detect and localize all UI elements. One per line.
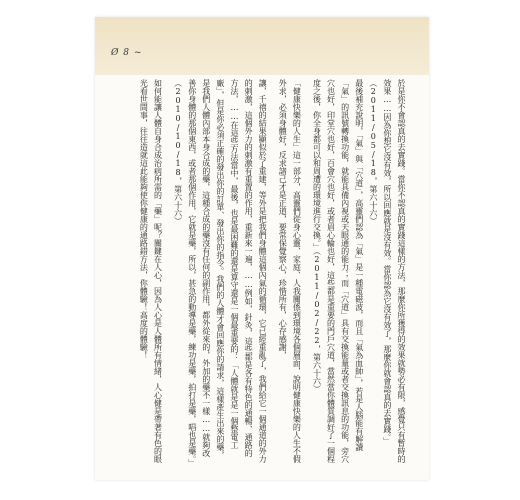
paragraph: 最後補充說明，「氣」與「穴道」，高靈們認為「氣」是一種電磁波，而且「氣為血帥」，若是人腦能有解讀「氣」的訊號轉換功能，就能具備內視或天眼通的能力；而「穴道」具有交換能量或者交換訊息的功能，旁穴穴也好，印堂穴也好，百會穴也好，或者眉心輪也好，這些都是重要的門戶穴道，當然當你體質調好了一個程度之後，你全身都可以和周遭的環境進行交換。」（2011/02/22，第六十六） bbox=[312, 79, 364, 463]
paragraph: 「健康快樂的人生」這一部分，高靈們從身心靈、家庭、人我關係到環境各個層面，說明健康快樂的人生不假外求，必須身體好，反求諸己才是正道，要常保覺察心，珍惜所有，心存感謝， bbox=[278, 79, 302, 463]
paragraph: 如何能讓人體自身合成治病所需的「藥」呢？關鍵在人心，因為人心是人體所有情緒，人心健是帶著有色的眼光看世間事，往往造就這此能夠使你健康的通路錯方法，你體驗！高度的體驗！ bbox=[139, 79, 163, 463]
paragraph: 於是你不會認真的去實踐。當你不認真的實踐這樣的方法，那麼你所獲得的效果就勢必有限，感覺只有暫時的效果……因為你想它沒有效，所以回應就是沒有效。當你認為它沒有效了，那麼你就會認真的去實踐。」（2011/05/18，第六十六） bbox=[368, 79, 406, 463]
vertical-text-body bbox=[107, 79, 408, 463]
book-page bbox=[95, 17, 429, 480]
paragraph: 讓，千禧的結果顯似於了重建，等外是把我們身體這個內氣的循環，它已經重亂了，我們給它一個通道的外力的刺激，這個外力的刺激有重置的作用，重新來一遍，……例如，針灸，這些都是各有特色的通暢、通路的方法，……在這些方法當中，最後，也是最困難的還是算守還是一個最重要的：「人體就是是一個整電工廠」，但是你必須正確的發出你的訂單、發出你的指令。我們的人體才會回應你的請求，這樣產生出來的藥，是我們人體內部本身合成的藥，這種合成的藥沒有任何的副作用，都外從來的，外加的藥不一樣……就夠改善你身體的那個東西，或者那個作用，它就是藥，所以，甚急的動導是藥，練功是藥，拍打是藥，唱也是藥。」（2010/10/18，第六十六） bbox=[173, 79, 268, 463]
page-number: Ø 8 ~ bbox=[111, 48, 143, 58]
page-header-band bbox=[95, 17, 429, 75]
